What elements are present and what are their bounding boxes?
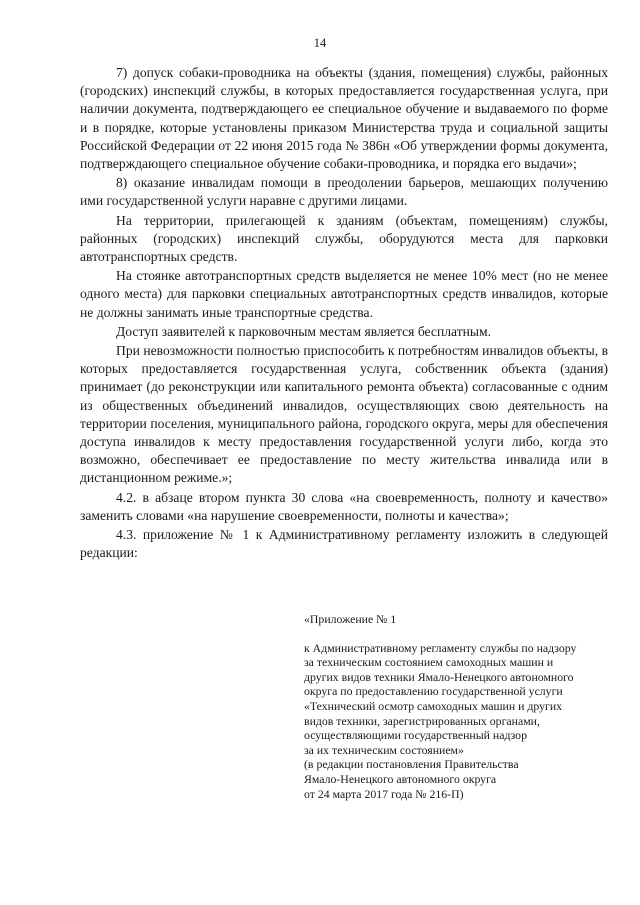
appendix-line: видов техники, зарегистрированных органами, <box>304 713 540 728</box>
paragraph-accessibility-measures: При невозможности полностью приспособить к потребностям инвалидов объекты, в которых предоставляется государственная услуга, собственник объекта (здания) принимает (до реконструкции или капитального ремонта объекта) согласованные с одним из общественных объединений инвалидов, осуществляющих свою деятельность на территории поселения, муниципального района, городского округа, меры для обеспечения доступа инвалидов к месту предоставления государственной услуги либо, когда это возможно, обеспечивает ее предоставление по месту жительства инвалида или в дистанционном режиме.»; <box>80 343 608 486</box>
paragraph-parking-quota: На стоянке автотранспортных средств выделяется не менее 10% мест (но не менее одного места) для парковки специальных автотранспортных средств инвалидов, которые не должны занимать иные транспортные средства. <box>80 268 608 320</box>
appendix-line: (в редакции постановления Правительства <box>304 757 519 772</box>
appendix-line: за техническим состоянием самоходных машин и <box>304 655 554 670</box>
paragraph-parking-territory: На территории, прилегающей к зданиям (объектам, помещениям) службы, районных (городских) инспекций службы, оборудуются места для парковки автотранспортных средств. <box>80 212 608 265</box>
appendix-line: «Технический осмотр самоходных машин и других <box>304 698 563 713</box>
paragraph-amendment-4-2: 4.2. в абзаце втором пункта 30 слова «на своевременность, полноту и качество» заменить словами «на нарушение своевременности, полноты и качества»; <box>80 489 608 523</box>
appendix-line: округа по предоставлению государственной услуги <box>304 684 563 699</box>
document-body <box>80 64 608 563</box>
appendix-line: от 24 марта 2017 года № 216-П) <box>304 786 464 801</box>
paragraph-amendment-4-3: 4.3. приложение № 1 к Административному регламенту изложить в следующей редакции: <box>80 527 608 561</box>
appendix-line: к Административному регламенту службы по надзору <box>304 640 577 655</box>
paragraph-free-parking: Доступ заявителей к парковочным местам является бесплатным. <box>116 323 492 339</box>
page-number: 14 <box>313 36 327 50</box>
appendix-line: Ямало-Ненецкого автономного округа <box>304 771 497 786</box>
appendix-description <box>304 641 609 802</box>
appendix-line: других видов техники Ямало-Ненецкого автономного <box>304 669 574 684</box>
appendix-title: «Приложение № 1 <box>304 612 397 626</box>
appendix-line: за их техническим состоянием» <box>304 742 464 757</box>
paragraph-item-7-guide-dog: 7) допуск собаки-проводника на объекты (здания, помещения) службы, районных (городских) инспекций службы, в которых предоставляется государственная услуга, при наличии документа, подтверждающего ее специальное обучение и выдаваемого по форме и в порядке, которые установлены приказом Министерства труда и социальной защиты Российской Федерации от 22 июня 2015 года № 386н «Об утверждении формы документа, подтверждающего специальное обучение собаки-проводника, и порядка его выдачи»; <box>80 65 608 172</box>
paragraph-item-8-assistance: 8) оказание инвалидам помощи в преодолении барьеров, мешающих получению ими государственной услуги наравне с другими лицами. <box>80 175 608 209</box>
appendix-header <box>304 612 609 801</box>
appendix-line: осуществляющими государственный надзор <box>304 728 527 743</box>
